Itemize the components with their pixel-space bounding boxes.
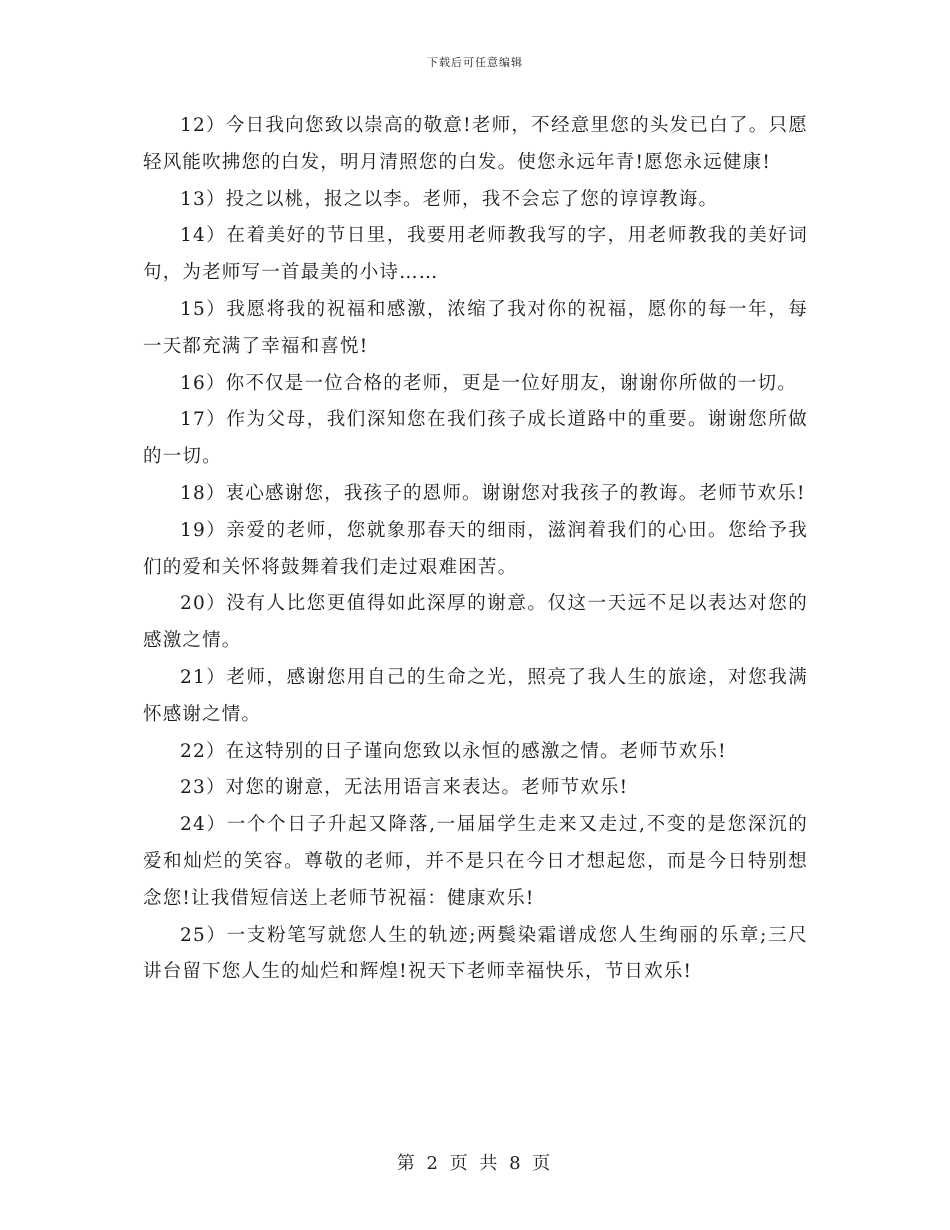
paragraph-16: 16）你不仅是一位合格的老师，更是一位好朋友，谢谢你所做的一切。 bbox=[180, 372, 797, 394]
paragraph-21: 21）老师，感谢您用自己的生命之光，照亮了我人生的旅途，对您我满怀感谢之情。 bbox=[143, 666, 808, 725]
paragraph-19: 19）亲爱的老师，您就象那春天的细雨，滋润着我们的心田。您给予我们的爱和关怀将鼓舞着我们走过艰难困苦。 bbox=[143, 519, 808, 578]
paragraph-20: 20）没有人比您更值得如此深厚的谢意。仅这一天远不足以表达对您的感激之情。 bbox=[143, 593, 808, 652]
paragraph-23: 23）对您的谢意，无法用语言来表达。老师节欢乐! bbox=[180, 777, 629, 799]
page-header-note: 下载后可任意编辑 bbox=[427, 56, 523, 69]
paragraph-13: 13）投之以桃，报之以李。老师，我不会忘了您的谆谆教诲。 bbox=[180, 188, 719, 210]
document-body bbox=[143, 108, 808, 991]
paragraph-18: 18）衷心感谢您，我孩子的恩师。谢谢您对我孩子的教诲。老师节欢乐! bbox=[180, 482, 806, 504]
paragraph-24: 24）一个个日子升起又降落,一届届学生走来又走过,不变的是您深沉的爱和灿烂的笑容。尊敬的老师，并不是只在今日才想起您，而是今日特别想念您!让我借短信送上老师节祝福：健康欢乐! bbox=[143, 814, 808, 909]
page-number: 第 2 页 共 8 页 bbox=[396, 1153, 554, 1174]
paragraph-25: 25）一支粉笔写就您人生的轨迹;两鬓染霜谱成您人生绚丽的乐章;三尺讲台留下您人生的灿烂和辉煌!祝天下老师幸福快乐，节日欢乐! bbox=[143, 924, 808, 983]
paragraph-12: 12）今日我向您致以崇高的敬意!老师，不经意里您的头发已白了。只愿轻风能吹拂您的白发，明月清照您的白发。使您永远年青!愿您永远健康! bbox=[143, 115, 808, 173]
paragraph-14: 14）在着美好的节日里，我要用老师教我写的字，用老师教我的美好词句，为老师写一首最美的小诗…… bbox=[143, 225, 808, 284]
paragraph-15: 15）我愿将我的祝福和感激，浓缩了我对你的祝福，愿你的每一年，每一天都充满了幸福和喜悦! bbox=[143, 298, 808, 357]
paragraph-17: 17）作为父母，我们深知您在我们孩子成长道路中的重要。谢谢您所做的一切。 bbox=[143, 409, 808, 468]
paragraph-22: 22）在这特别的日子谨向您致以永恒的感激之情。老师节欢乐! bbox=[180, 740, 727, 762]
